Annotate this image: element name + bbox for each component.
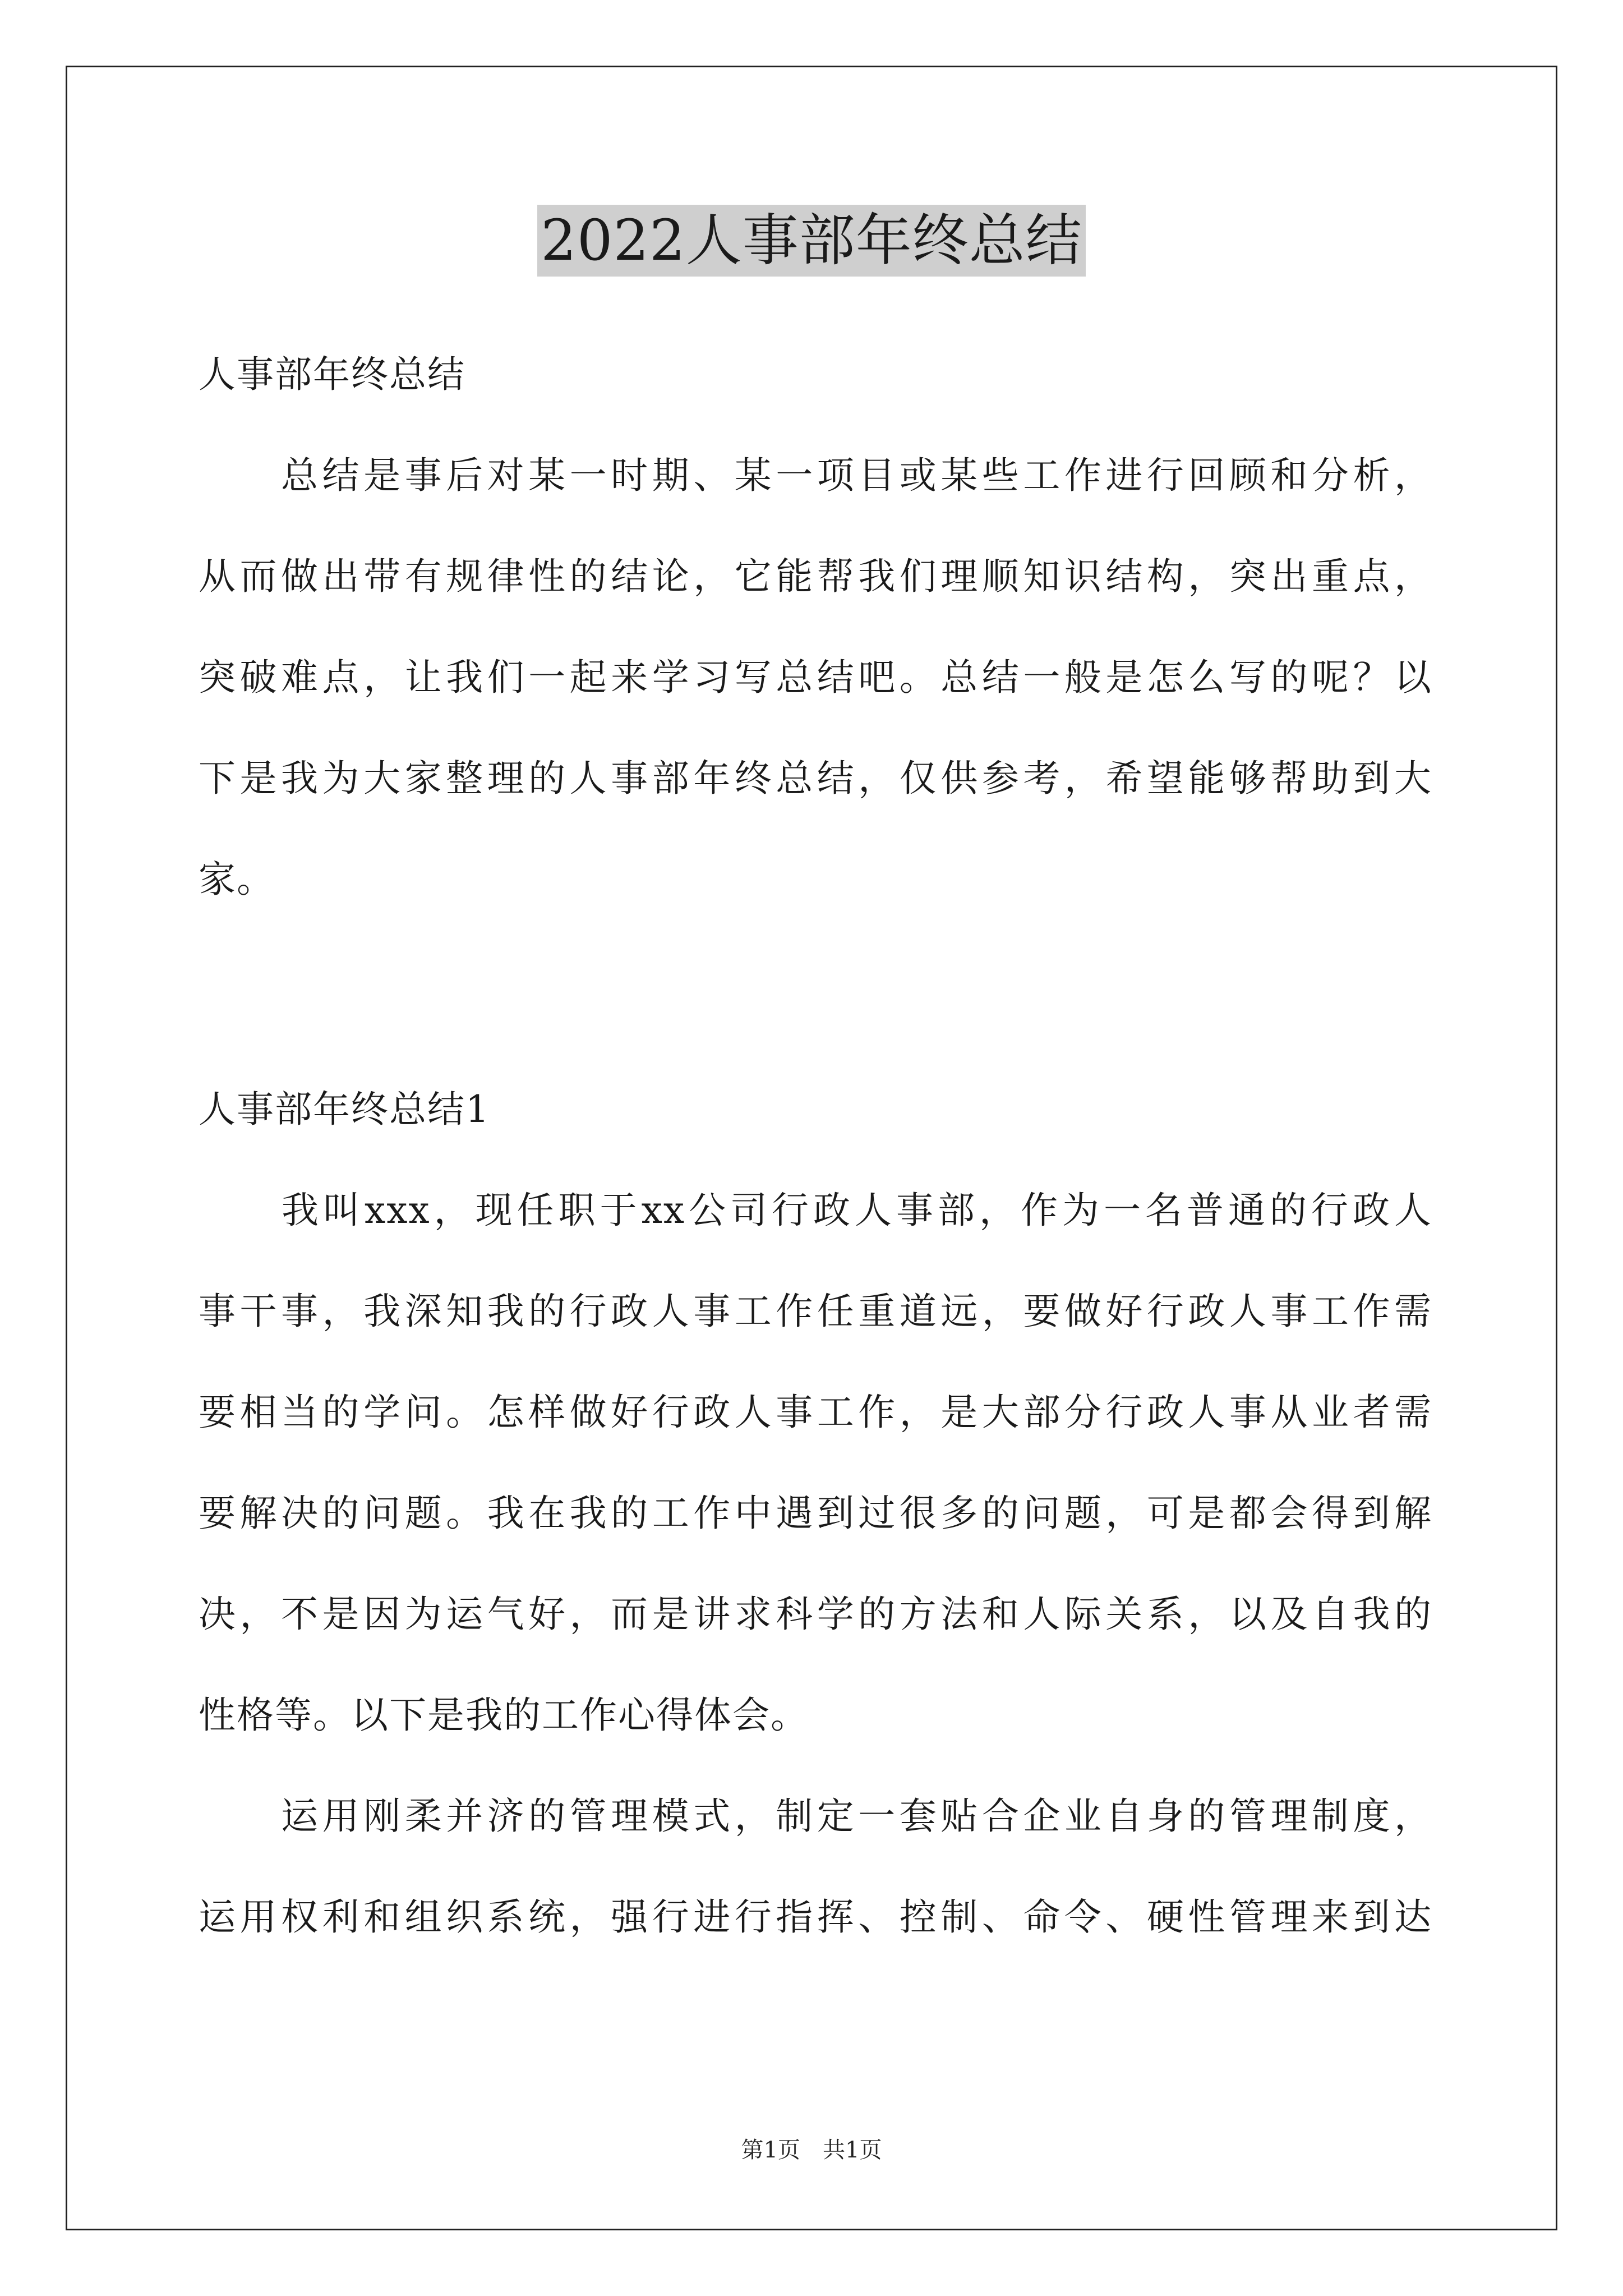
text-line: 决，不是因为运气好，而是讲求科学的方法和人际关系，以及自我的 — [199, 1593, 1432, 1636]
text-line: 突破难点，让我们一起来学习写总结吧。总结一般是怎么写的呢？以 — [199, 656, 1432, 699]
text-line: 下是我为大家整理的人事部年终总结，仅供参考，希望能够帮助到大 — [199, 757, 1432, 800]
text-line: 运用权利和组织系统，强行进行指挥、控制、命令、硬性管理来到达 — [199, 1895, 1432, 1939]
document-title: 2022人事部年终总结 — [537, 205, 1086, 277]
section-heading-intro: 人事部年终总结 — [199, 353, 465, 396]
text-line: 总结是事后对某一时期、某一项目或某些工作进行回顾和分析， — [199, 454, 1432, 497]
text-line: 从而做出带有规律性的结论，它能帮我们理顺知识结构，突出重点， — [199, 555, 1432, 598]
text-line: 家。 — [199, 858, 275, 901]
text-line: 要相当的学问。怎样做好行政人事工作，是大部分行政人事从业者需 — [199, 1391, 1432, 1434]
text-line: 运用刚柔并济的管理模式，制定一套贴合企业自身的管理制度， — [199, 1795, 1432, 1838]
text-line: 我叫xxx，现任职于xx公司行政人事部，作为一名普通的行政人 — [199, 1189, 1432, 1232]
text-line: 事干事，我深知我的行政人事工作任重道远，要做好行政人事工作需 — [199, 1290, 1432, 1333]
document-title-wrap — [0, 205, 1623, 277]
page-footer: 第1页 共1页 — [741, 2137, 882, 2163]
section-heading-1: 人事部年终总结1 — [199, 1088, 490, 1131]
text-line: 要解决的问题。我在我的工作中遇到过很多的问题，可是都会得到解 — [199, 1492, 1432, 1535]
text-line: 性格等。以下是我的工作心得体会。 — [199, 1694, 809, 1737]
